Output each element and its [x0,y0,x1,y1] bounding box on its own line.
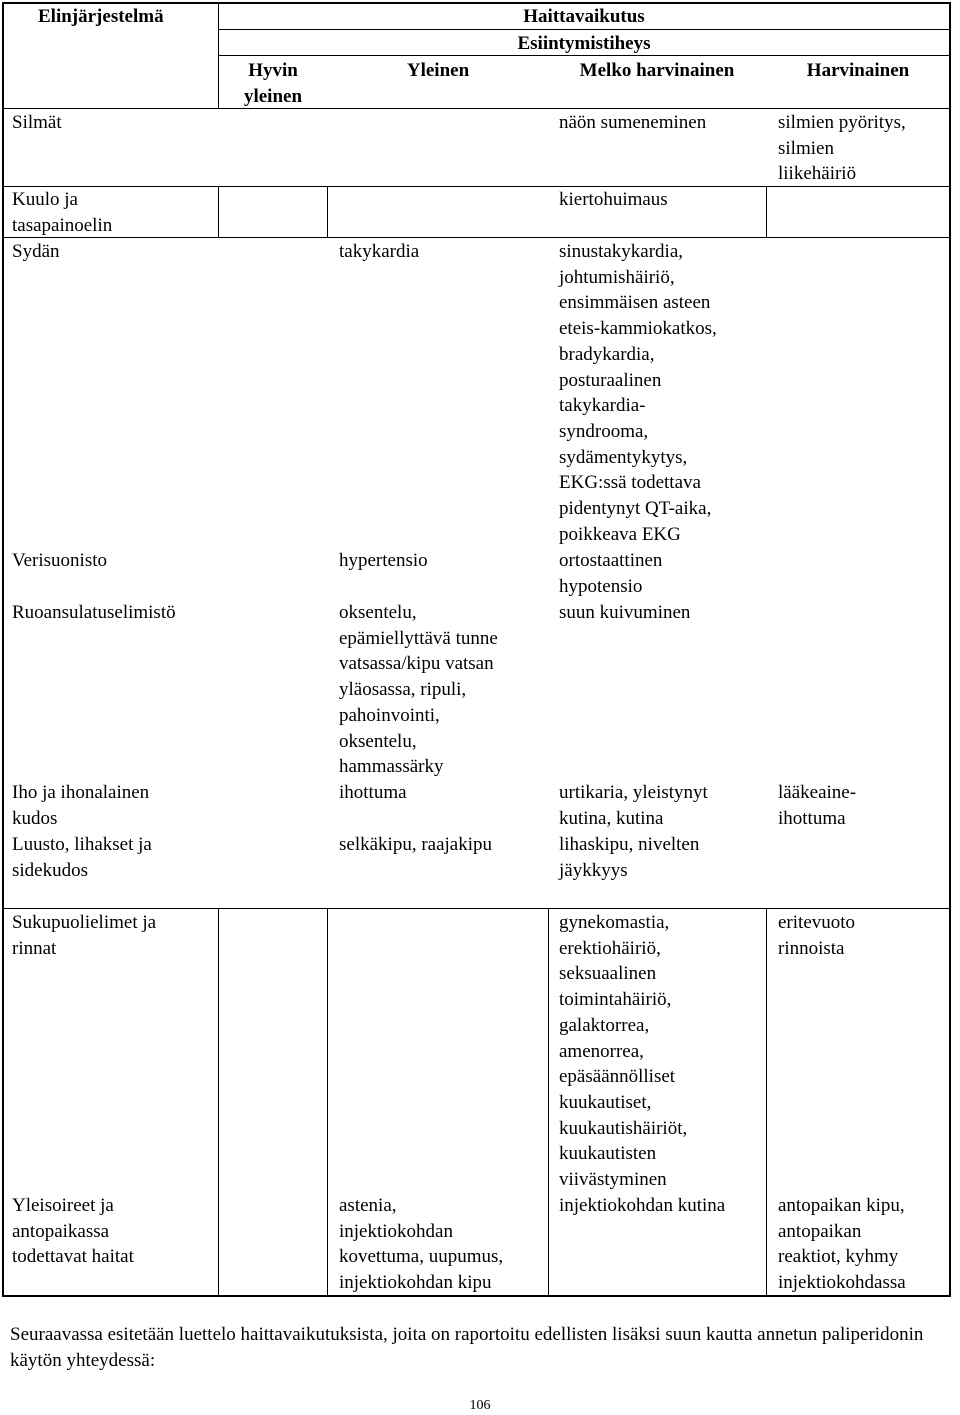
row-uncommon: sinustakykardia, johtumishäiriö, ensimmäisen asteen eteis-kammiokatkos, bradykardia, posturaalinen takykardia- syndrooma, sydämentykytys, EKG:ssä todettava pidentynyt QT-aika, poikkeava EKG [559,241,717,545]
header-rare: Harvinainen [806,60,910,81]
table-border-right [949,2,951,1297]
table-col-rule [766,908,767,1296]
header-adverse-effect: Haittavaikutus [523,6,645,27]
row-uncommon: kiertohuimaus [559,189,668,210]
page-number: 106 [469,1398,491,1413]
row-uncommon: urtikaria, yleistynyt kutina, kutina [559,782,708,829]
row-common: takykardia [339,241,420,262]
row-organ: Ruoansulatuselimistö [12,602,176,623]
row-organ: Luusto, lihakset ja sidekudos [12,834,152,881]
row-uncommon: ortostaattinen hypotensio [559,550,663,597]
row-uncommon: suun kuivuminen [559,602,691,623]
table-col-rule [218,908,219,1296]
row-uncommon: lihaskipu, nivelten jäykkyys [559,834,700,881]
table-rule [2,908,950,909]
table-rule [2,108,950,109]
table-col-rule [766,186,767,237]
row-common: astenia, injektiokohdan kovettuma, uupumus, injektiokohdan kipu [339,1195,504,1294]
header-very-common: Hyvin yleinen [243,60,303,107]
table-col-rule [327,186,328,237]
row-common: hypertensio [339,550,428,571]
row-organ: Sukupuolielimet ja rinnat [12,912,157,959]
row-rare: silmien pyöritys, silmien liikehäiriö [778,112,906,185]
row-rare: eritevuoto rinnoista [778,912,856,959]
header-uncommon: Melko harvinainen [579,60,735,81]
table-rule [2,237,950,238]
row-organ: Iho ja ihonalainen kudos [12,782,150,829]
table-col-rule [548,908,549,1296]
row-organ: Verisuonisto [12,550,107,571]
row-common: ihottuma [339,782,407,803]
header-organ-class: Elinjärjestelmä [38,6,164,27]
table-border-left [2,2,4,1297]
footer-paragraph: Seuraavassa esitetään luettelo haittavaikutuksista, joita on raportoitu edellisten lisäksi suun kautta annetun paliperidonin käytön yhteydessä: [10,1324,924,1371]
row-organ: Yleisoireet ja antopaikassa todettavat haitat [12,1195,134,1268]
row-uncommon: näön sumeneminen [559,112,707,133]
table-col-rule [218,186,219,237]
row-uncommon: injektiokohdan kutina [559,1195,726,1216]
row-organ: Kuulo ja tasapainoelin [12,189,113,236]
row-rare: antopaikan kipu, antopaikan reaktiot, kyhmy injektiokohdassa [778,1195,906,1294]
row-uncommon: gynekomastia, erektiohäiriö, seksuaalinen toimintahäiriö, galaktorrea, amenorrea, epäsäännölliset kuukautiset, kuukautishäiriöt, kuukautisten viivästyminen [559,912,688,1191]
row-common: selkäkipu, raajakipu [339,834,493,855]
row-organ: Sydän [12,241,60,262]
table-col-rule [327,908,328,1296]
row-common: oksentelu, epämiellyttävä tunne vatsassa/kipu vatsan yläosassa, ripuli, pahoinvointi, oksentelu, hammassärky [339,602,498,778]
header-frequency: Esiintymistiheys [517,33,651,54]
header-common: Yleinen [406,60,470,81]
row-rare: lääkeaine- ihottuma [778,782,857,829]
row-organ: Silmät [12,112,62,133]
